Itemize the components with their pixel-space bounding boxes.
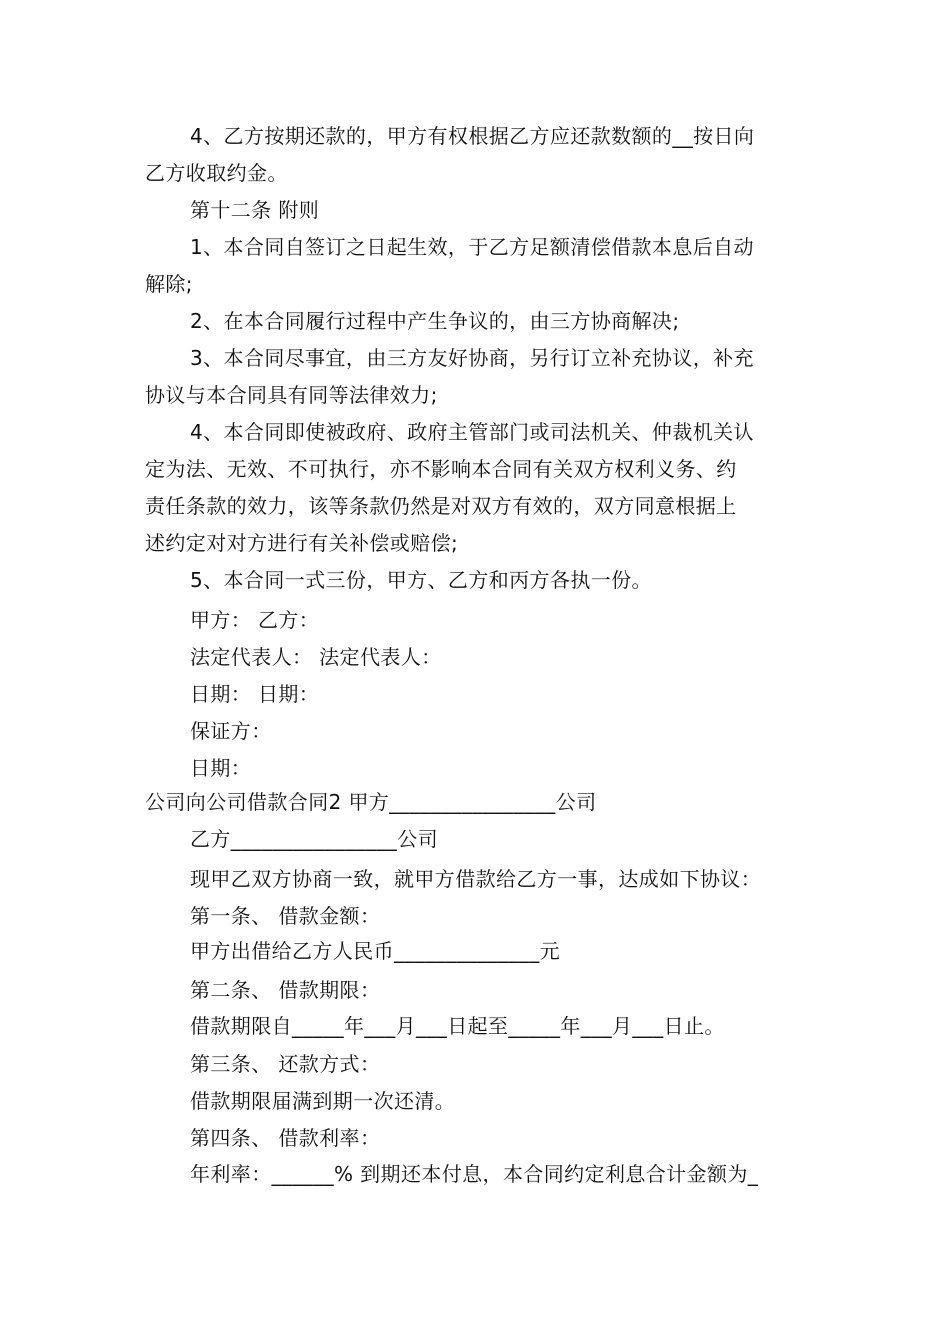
article-heading: 第一条、 借款金额： [190, 904, 381, 928]
paragraph-line: 解除; [145, 272, 193, 296]
signature-parties-line: 甲方： 乙方： [190, 608, 320, 632]
paragraph-line: 4、乙方按期还款的，甲方有权根据乙方应还款数额的__按日向 [190, 124, 755, 148]
paragraph-line: 乙方收取约金。 [145, 161, 288, 185]
loan-amount-line: 甲方出借给乙方人民币______________元 [190, 939, 560, 963]
paragraph-line: 协议与本合同具有同等法律效力; [145, 383, 438, 407]
paragraph-line: 2、在本合同履行过程中产生争议的，由三方协商解决; [190, 309, 680, 333]
article-heading: 第二条、 借款期限： [190, 978, 381, 1002]
paragraph-line: 4、本合同即使被政府、政府主管部门或司法机关、仲裁机关认 [190, 420, 754, 444]
contract-title-line: 公司向公司借款合同2 甲方________________公司 [145, 790, 597, 814]
guarantor-line: 保证方： [190, 719, 272, 743]
paragraph-line: 现甲乙双方协商一致，就甲方借款给乙方一事，达成如下协议： [190, 867, 762, 891]
interest-rate-line: 年利率：______% 到期还本付息，本合同约定利息合计金额为_ [190, 1162, 759, 1186]
article-heading: 第四条、 借款利率： [190, 1126, 381, 1150]
legal-representative-line: 法定代表人： 法定代表人： [190, 645, 442, 669]
paragraph-line: 3、本合同尽事宜，由三方友好协商，另行订立补充协议，补充 [190, 346, 754, 370]
paragraph-line: 述约定对对方进行有关补偿或赔偿; [145, 531, 459, 555]
signature-date-line: 日期： 日期： [190, 682, 320, 706]
loan-term-line: 借款期限自_____年___月___日起至_____年___月___日止。 [190, 1014, 725, 1038]
paragraph-line: 5、本合同一式三份，甲方、乙方和丙方各执一份。 [190, 568, 652, 592]
article-heading: 第三条、 还款方式： [190, 1052, 381, 1076]
party-b-line: 乙方________________公司 [190, 827, 438, 851]
repayment-line: 借款期限届满到期一次还清。 [190, 1089, 456, 1113]
section-heading: 第十二条 附则 [190, 198, 320, 222]
paragraph-line: 定为法、无效、不可执行，亦不影响本合同有关双方权利义务、约 [145, 457, 737, 481]
guarantor-date-line: 日期： [190, 756, 252, 780]
paragraph-line: 责任条款的效力，该等条款仍然是对双方有效的，双方同意根据上 [145, 494, 737, 518]
paragraph-line: 1、本合同自签订之日起生效，于乙方足额清偿借款本息后自动 [190, 235, 754, 259]
